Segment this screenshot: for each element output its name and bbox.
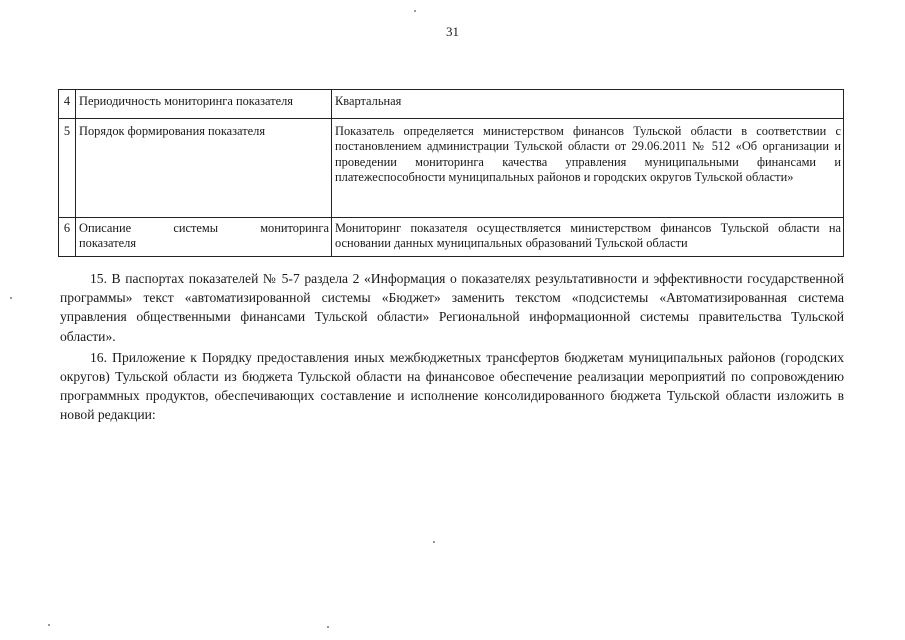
paragraph-16: 16. Приложение к Порядку предоставления иных межбюджетных трансфертов бюджетам муниципальных районов (городских округов) Тульской области из бюджета Тульской области на финансовое обеспечение реализации мероприятий по сопровождению программных продуктов, обеспечивающих составление и исполнение консолидированного бюджета Тульской области изложить в новой редакции: xyxy=(60,349,844,423)
row-number: 4 xyxy=(59,90,76,119)
row-name xyxy=(76,218,332,257)
row-name-line-2: показателя xyxy=(79,236,137,251)
scan-speck xyxy=(327,626,329,628)
scan-speck xyxy=(10,297,12,299)
scan-speck xyxy=(414,10,416,12)
indicator-passport-table xyxy=(58,89,844,257)
document-body xyxy=(60,269,844,427)
table-row xyxy=(59,90,844,119)
table-row xyxy=(59,119,844,218)
row-number: 6 xyxy=(59,218,76,257)
row-name: Порядок формирования показателя xyxy=(76,119,332,218)
paragraph-15: 15. В паспортах показателей № 5-7 раздела 2 «Информация о показателях результативности и эффективности государственной программы» текст «автоматизированной системы «Бюджет» заменить текстом «подсистемы «Автоматизированная система управления общественными финансами Тульской области» Региональной информационной системы правительства Тульской области». xyxy=(60,271,844,344)
scan-speck xyxy=(433,541,435,543)
row-name-line-1: Описание системы мониторинга xyxy=(79,221,329,235)
row-value: Показатель определяется министерством финансов Тульской области в соответствии с постановлением администрации Тульской области от 29.06.2011 № 512 «Об организации и проведении мониторинга качества управления муниципальными финансами и платежеспособности муниципальных районов и городских округов Тульской области» xyxy=(332,119,844,218)
scan-speck xyxy=(48,624,50,626)
page-number: 31 xyxy=(446,24,459,39)
row-name: Периодичность мониторинга показателя xyxy=(76,90,332,119)
row-number: 5 xyxy=(59,119,76,218)
row-value: Квартальная xyxy=(332,90,844,119)
table-row xyxy=(59,218,844,257)
row-value: Мониторинг показателя осуществляется министерством финансов Тульской области на основании данных муниципальных образований Тульской области xyxy=(332,218,844,257)
